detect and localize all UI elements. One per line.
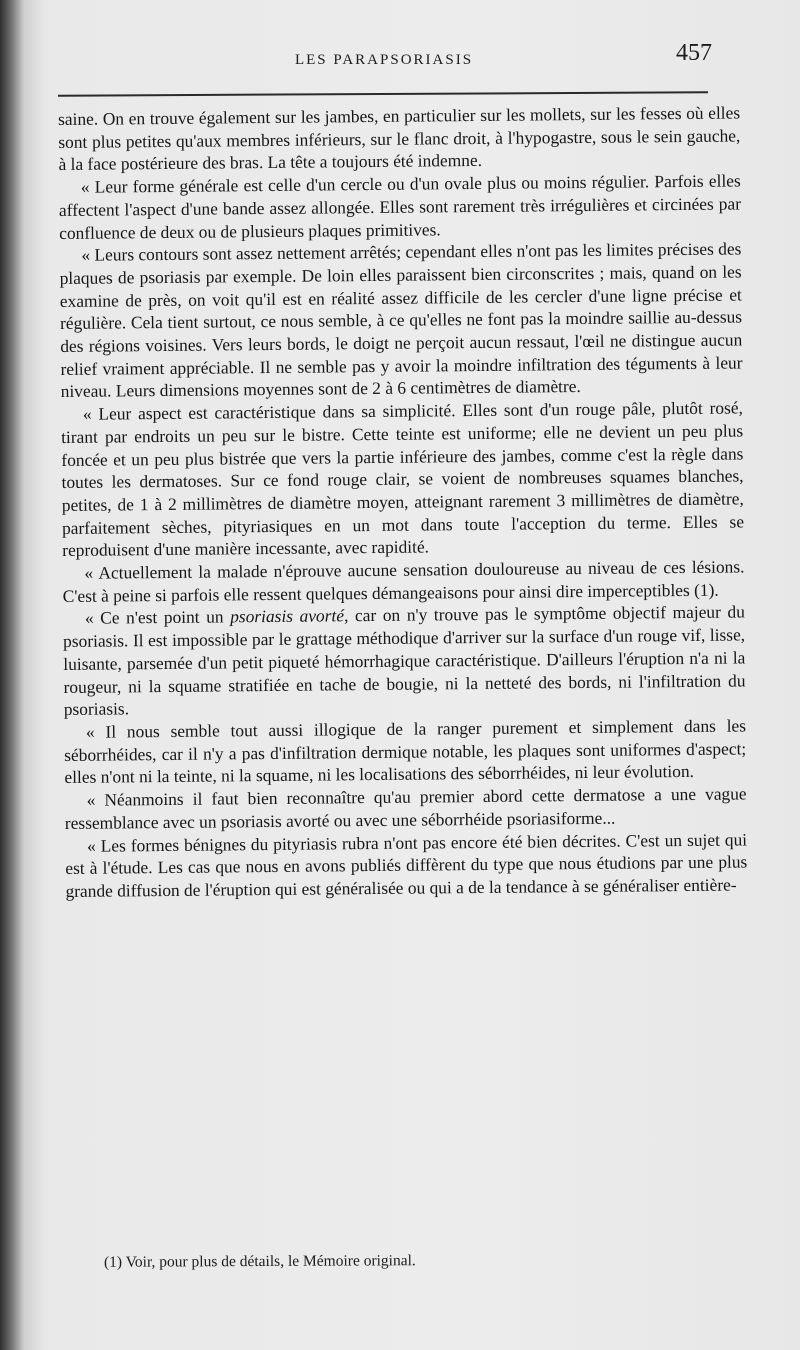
paragraph: « Leur forme générale est celle d'un cercle ou d'un ovale plus ou moins régulier. Parfois elles affectent l'aspect d'une bande assez allongée. Elles sont rarement très irrégulières et circinées par confluence de deux ou de plusieurs plaques primitives. (58, 170, 742, 243)
paragraph: « Néanmoins il faut bien reconnaître qu'au premier abord cette dermatose a une vague ressemblance avec un psoriasis avorté ou avec une séborrhéide psoriasiforme... (64, 783, 747, 833)
page-header (58, 40, 710, 80)
paragraph: « Il nous semble tout aussi illogique de la ranger purement et simplement dans les séborrhéides, car il n'y a pas d'infiltration dermique notable, les plaques sont uniformes d'aspect; elles n'ont ni la teinte, ni la squame, ni les localisations des séborrhéides, ni leur évolution. (64, 715, 747, 788)
page-number: 457 (676, 40, 712, 66)
header-rule (58, 91, 708, 96)
running-title: LES PARAPSORIASIS (294, 52, 474, 68)
paragraph: « Leurs contours sont assez nettement arrêtés; cependant elles n'ont pas les limites précises des plaques de psoriasis par exemple. De loin elles paraissent bien circonscrites ; mais, quand on les examine de près, on voit qu'il est en réalité assez difficile de les cercler d'une ligne précise et régulière. Cela tient surtout, ce nous semble, à ce qu'elles ne font pas la moindre saillie au-dessus des régions voisines. Vers leurs bords, le doigt ne perçoit aucun ressaut, l'œil ne distingue aucun relief vraiment appréciable. Il ne semble pas y avoir la moindre infiltration des téguments à leur niveau. Leurs dimensions moyennes sont de 2 à 6 centimètres de diamètre. (59, 238, 743, 402)
paragraph: saine. On en trouve également sur les jambes, en particulier sur les mollets, sur les fesses où elles sont plus petites qu'aux membres inférieurs, sur le flanc droit, à l'hypogastre, sous le sein gauche, à la face postérieure des bras. La tête a toujours été indemne. (58, 102, 741, 175)
paragraph: « Ce n'est point un psoriasis avorté, car on n'y trouve pas le symptôme objectif majeur du psoriasis. Il est impossible par le grattage méthodique d'arriver sur la surface d'un rouge vif, lisse, luisante, parsemée d'un petit piqueté hémorrhagique caractéristique. D'ailleurs l'éruption n'a ni la rougeur, ni la squame stratifiée en tache de bougie, ni la netteté des bords, ni l'infiltration du psoriasis. (63, 601, 746, 720)
paragraph: « Les formes bénignes du pityriasis rubra n'ont pas encore été bien décrites. C'est un sujet qui est à l'étude. Les cas que nous en avons publiés diffèrent du type que nous étudions par une plus grande diffusion de l'éruption qui est généralisée ou qui a de la tendance à se généraliser entière- (65, 828, 748, 901)
paragraph: « Actuellement la malade n'éprouve aucune sensation douloureuse au niveau de ces lésions. C'est à peine si parfois elle ressent quelques démangeaisons pour ainsi dire imperceptibles (1). (62, 556, 745, 606)
paragraph: « Leur aspect est caractéristique dans sa simplicité. Elles sont d'un rouge pâle, plutôt rosé, tirant par endroits un peu sur le bistre. Cette teinte est uniforme; elle ne devient un peu plus foncée et un peu plus bistrée que vers la partie inférieure des jambes, comme c'est la règle dans toutes les dermatoses. Sur ce fond rouge clair, se voient de nombreuses squames blanches, petites, de 1 à 2 millimètres de diamètre moyen, atteignant rarement 3 millimètres de diamètre, parfaitement sèches, pityriasiques en un mot dans toute l'acception du terme. Elles se reproduisent d'une manière incessante, avec rapidité. (61, 397, 745, 561)
body-text (58, 101, 748, 902)
footnote: (1) Voir, pour plus de détails, le Mémoire original. (103, 1252, 416, 1271)
